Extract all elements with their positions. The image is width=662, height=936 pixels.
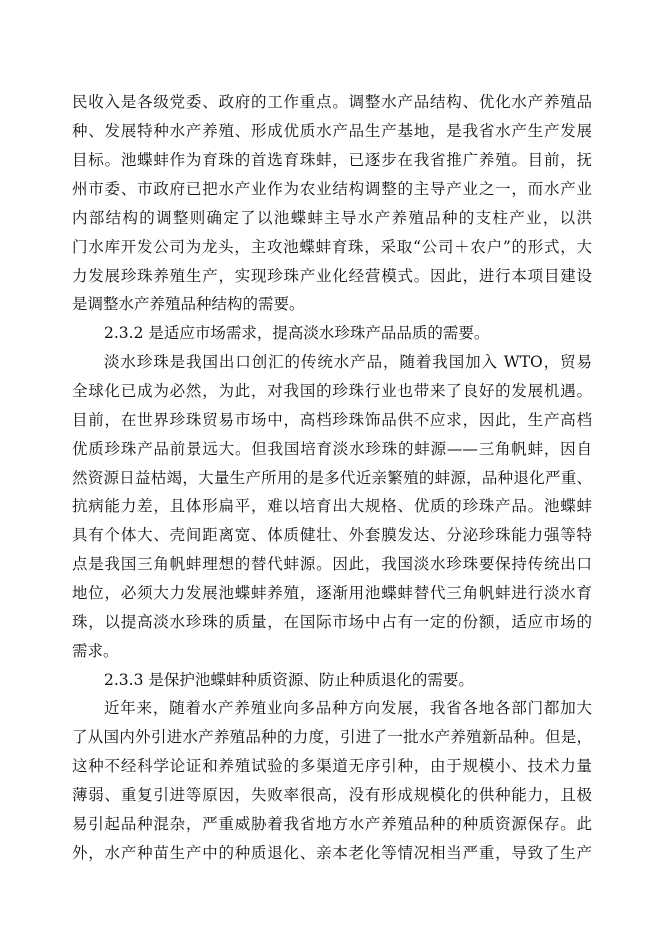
paragraph-line: 这种不经科学论证和养殖试验的多渠道无序引种，由于规模小、技术力量	[72, 757, 592, 775]
paragraph-line: 民收入是各级党委、政府的工作重点。调整水产品结构、优化水产养殖品	[72, 93, 592, 111]
paragraph-line: 了从国内外引进水产养殖品种的力度，引进了一批水产养殖新品种。但是，	[72, 728, 592, 746]
paragraph-line: 是调整水产养殖品种结构的需要。	[72, 295, 305, 313]
paragraph-line: 具有个体大、壳间距离宽、体质健壮、外套膜发达、分泌珍珠能力强等特	[72, 526, 592, 544]
paragraph-line: 珠，以提高淡水珍珠的质量，在国际市场中占有一定的份额，适应市场的	[72, 613, 592, 631]
paragraph-line: 目标。池蝶蚌作为育珠的首选育珠蚌，已逐步在我省推广养殖。目前，抚	[72, 151, 592, 169]
section-heading: 2.3.2 是适应市场需求，提高淡水珍珠产品品质的需要。	[104, 324, 490, 342]
paragraph-line: 点是我国三角帆蚌理想的替代蚌源。因此，我国淡水珍珠要保持传统出口	[72, 555, 592, 573]
paragraph-line: 易引起品种混杂，严重威胁着我省地方水产养殖品种的种质资源保存。此	[72, 815, 592, 833]
paragraph-line: 目前，在世界珍珠贸易市场中，高档珍珠饰品供不应求，因此，生产高档	[72, 411, 592, 429]
paragraph-line: 淡水珍珠是我国出口创汇的传统水产品，随着我国加入 WTO，贸易	[104, 353, 592, 371]
paragraph-line: 抗病能力差，且体形扁平，难以培育出大规格、优质的珍珠产品。池蝶蚌	[72, 497, 592, 515]
paragraph-line: 门水库开发公司为龙头，主攻池蝶蚌育珠，采取“公司＋农户”的形式，大	[72, 238, 592, 256]
paragraph-line: 薄弱、重复引进等原因，失败率很高，没有形成规模化的供种能力，且极	[72, 786, 592, 804]
paragraph-line: 外，水产种苗生产中的种质退化、亲本老化等情况相当严重，导致了生产	[72, 844, 592, 862]
paragraph-line: 需求。	[72, 642, 119, 660]
paragraph-line: 州市委、市政府已把水产业作为农业结构调整的主导产业之一，而水产业	[72, 180, 592, 198]
paragraph-line: 地位，必须大力发展池蝶蚌养殖，逐渐用池蝶蚌替代三角帆蚌进行淡水育	[72, 584, 592, 602]
paragraph-line: 全球化已成为必然，为此，对我国的珍珠行业也带来了良好的发展机遇。	[72, 382, 592, 400]
paragraph-line: 优质珍珠产品前景远大。但我国培育淡水珍珠的蚌源——三角帆蚌，因自	[72, 440, 592, 458]
paragraph-line: 然资源日益枯竭，大量生产所用的是多代近亲繁殖的蚌源，品种退化严重、	[72, 469, 592, 487]
paragraph-line: 内部结构的调整则确定了以池蝶蚌主导水产养殖品种的支柱产业，以洪	[72, 209, 592, 227]
paragraph-line: 种、发展特种水产养殖、形成优质水产品生产基地，是我省水产生产发展	[72, 122, 592, 140]
paragraph-line: 近年来，随着水产养殖业向多品种方向发展，我省各地各部门都加大	[104, 699, 592, 717]
paragraph-line: 力发展珍珠养殖生产，实现珍珠产业化经营模式。因此，进行本项目建设	[72, 267, 592, 285]
section-heading: 2.3.3 是保护池蝶蚌种质资源、防止种质退化的需要。	[104, 671, 474, 689]
